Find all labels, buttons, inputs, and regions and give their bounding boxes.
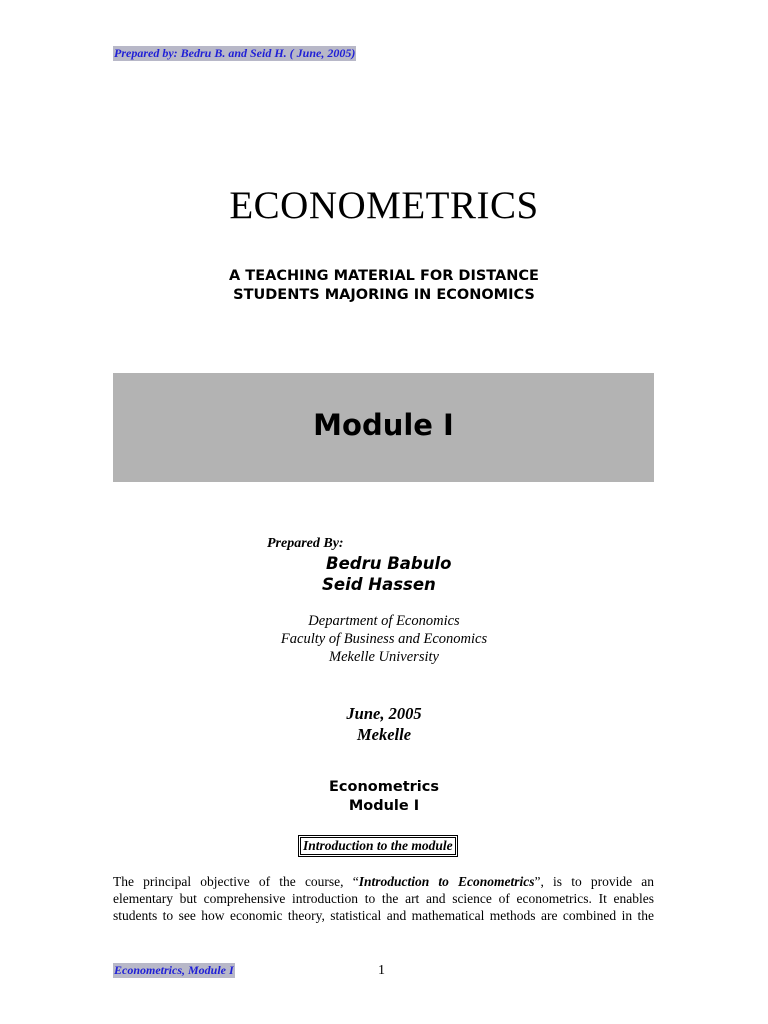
paragraph-text: ”, is to provide an [534, 874, 654, 889]
page-number: 1 [378, 963, 385, 978]
course-title-emphasis: Introduction to Econometrics [358, 874, 535, 889]
prepared-by-label: Prepared By: [267, 536, 344, 551]
subtitle-line-2: STUDENTS MAJORING IN ECONOMICS [233, 287, 535, 303]
header-prepared-note: Prepared by: Bedru B. and Seid H. ( June, 2005) [114, 46, 356, 60]
intro-paragraph [113, 873, 654, 924]
university-line: Mekelle University [329, 649, 439, 665]
author-name: Seid Hassen [322, 575, 436, 594]
section-heading-box [298, 835, 458, 857]
module-banner-label: Module I [313, 408, 454, 442]
document-title: ECONOMETRICS [229, 184, 539, 227]
course-module: Module I [348, 798, 420, 814]
module-banner [113, 373, 654, 482]
document-subtitle [0, 267, 768, 305]
section-heading: Introduction to the module [300, 837, 456, 855]
paragraph-text: The principal objective of the course, “ [113, 874, 359, 889]
publication-date: June, 2005 [346, 704, 422, 723]
department-line: Department of Economics [308, 613, 460, 629]
subtitle-line-1: A TEACHING MATERIAL FOR DISTANCE [229, 268, 539, 284]
faculty-line: Faculty of Business and Economics [280, 631, 488, 647]
paragraph-line: students to see how economic theory, statistical and mathematical methods are combined in the [113, 908, 654, 923]
course-name: Econometrics [329, 779, 439, 795]
paragraph-line [113, 873, 654, 890]
paragraph-line: elementary but comprehensive introduction to the art and science of econometrics. It enables [113, 891, 654, 906]
footer-label: Econometrics, Module I [114, 963, 234, 977]
author-name: Bedru Babulo [326, 554, 452, 573]
publication-place: Mekelle [356, 725, 412, 744]
